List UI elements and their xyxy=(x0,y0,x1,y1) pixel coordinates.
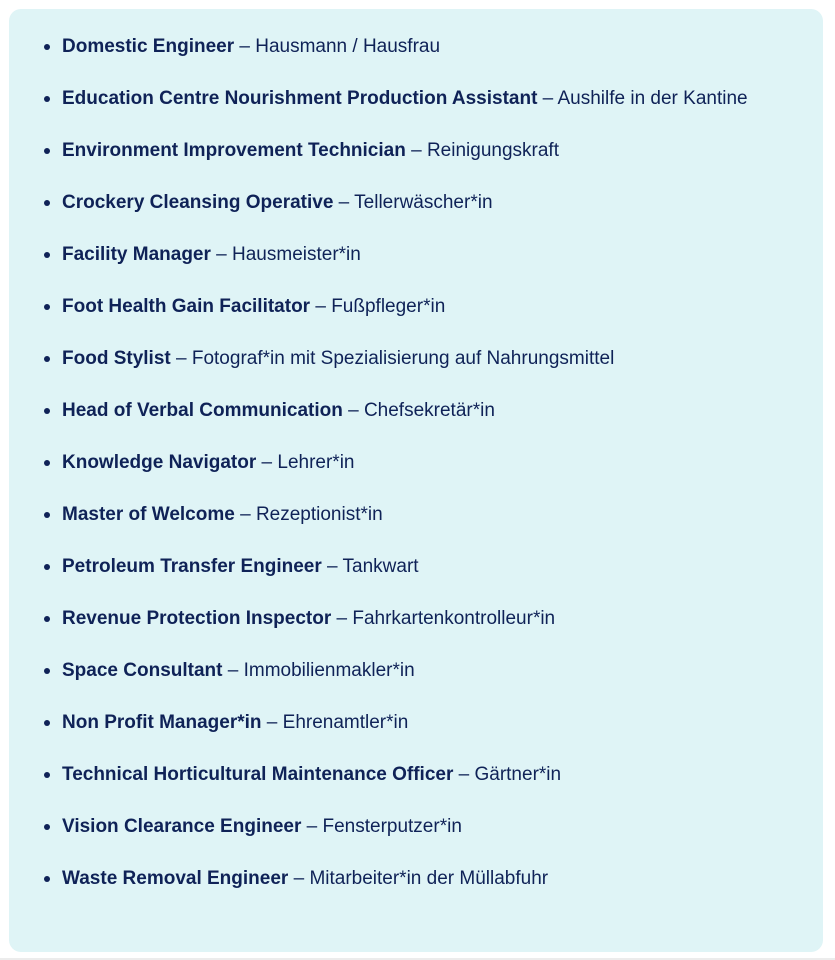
list-item-separator: – xyxy=(537,88,558,109)
list-item-term: Education Centre Nourishment Production Assistant xyxy=(62,88,538,109)
list-item-separator: – xyxy=(310,296,332,317)
list-item xyxy=(62,499,783,531)
list-item-term: Petroleum Transfer Engineer xyxy=(62,556,322,577)
list-item-term: Head of Verbal Communication xyxy=(62,400,343,421)
list-item-term: Crockery Cleansing Operative xyxy=(62,192,334,213)
list-item xyxy=(62,187,783,219)
list-item-separator: – xyxy=(342,400,364,421)
list-item xyxy=(62,759,783,791)
list-item xyxy=(62,31,783,63)
list-item-separator: – xyxy=(331,608,353,629)
list-item-meaning: Fußpfleger*in xyxy=(331,296,446,317)
list-item-term: Space Consultant xyxy=(62,660,223,681)
list-item xyxy=(62,447,783,479)
list-item-term: Environment Improvement Technician xyxy=(62,140,406,161)
list-item-meaning: Reinigungskraft xyxy=(426,140,559,161)
list-item xyxy=(62,811,783,843)
list-item-separator: – xyxy=(321,556,343,577)
list-item xyxy=(62,551,783,583)
list-item-term: Facility Manager xyxy=(62,244,211,265)
list-item xyxy=(62,343,783,375)
list-item-meaning: Tankwart xyxy=(342,556,419,577)
list-item-term: Revenue Protection Inspector xyxy=(62,608,332,629)
list-item-separator: – xyxy=(405,140,427,161)
list-item-term: Domestic Engineer xyxy=(62,36,235,57)
list-item-term: Master of Welcome xyxy=(62,504,235,525)
list-item-term: Waste Removal Engineer xyxy=(62,868,289,889)
list-item xyxy=(62,707,783,739)
list-item-separator: – xyxy=(222,660,244,681)
list-item-term: Non Profit Manager*in xyxy=(62,712,262,733)
list-item-meaning: Fotograf*in mit Spezialisierung auf Nahrungsmittel xyxy=(191,348,615,369)
list-item xyxy=(62,135,783,167)
list-item-separator: – xyxy=(234,504,256,525)
list-item-meaning: Ehrenamtler*in xyxy=(282,712,409,733)
list-item xyxy=(62,395,783,427)
job-title-list xyxy=(9,31,783,895)
list-item-term: Foot Health Gain Facilitator xyxy=(62,296,311,317)
list-item-meaning: Fensterputzer*in xyxy=(322,816,462,837)
list-item-meaning: Gärtner*in xyxy=(474,764,562,785)
list-item xyxy=(62,291,783,323)
info-box xyxy=(9,9,823,952)
list-item-meaning: Fahrkartenkontrolleur*in xyxy=(352,608,556,629)
list-item-meaning: Tellerwäscher*in xyxy=(354,192,493,213)
list-item xyxy=(62,83,783,115)
list-item xyxy=(62,863,783,895)
list-item-term: Vision Clearance Engineer xyxy=(62,816,302,837)
list-item-separator: – xyxy=(170,348,192,369)
list-item-term: Knowledge Navigator xyxy=(62,452,257,473)
list-item-meaning: Rezeptionist*in xyxy=(255,504,383,525)
list-item-term: Technical Horticultural Maintenance Officer xyxy=(62,764,454,785)
list-item-meaning: Chefsekretär*in xyxy=(363,400,495,421)
list-item-meaning: Mitarbeiter*in der Müllabfuhr xyxy=(309,868,549,889)
list-item-meaning: Aushilfe in der Kantine xyxy=(557,88,748,109)
list-item-separator: – xyxy=(333,192,355,213)
list-item-separator: – xyxy=(261,712,283,733)
list-item-meaning: Immobilienmakler*in xyxy=(243,660,415,681)
list-item-separator: – xyxy=(301,816,323,837)
list-item-meaning: Hausmann / Hausfrau xyxy=(255,36,441,57)
list-item-separator: – xyxy=(234,36,256,57)
list-item-separator: – xyxy=(210,244,233,265)
list-item xyxy=(62,655,783,687)
list-item-meaning: Hausmeister*in xyxy=(232,244,361,265)
list-item-separator: – xyxy=(453,764,475,785)
list-item xyxy=(62,603,783,635)
list-item xyxy=(62,239,783,271)
list-item-separator: – xyxy=(288,868,310,889)
list-item-separator: – xyxy=(256,452,278,473)
list-item-term: Food Stylist xyxy=(62,348,171,369)
list-item-meaning: Lehrer*in xyxy=(277,452,355,473)
